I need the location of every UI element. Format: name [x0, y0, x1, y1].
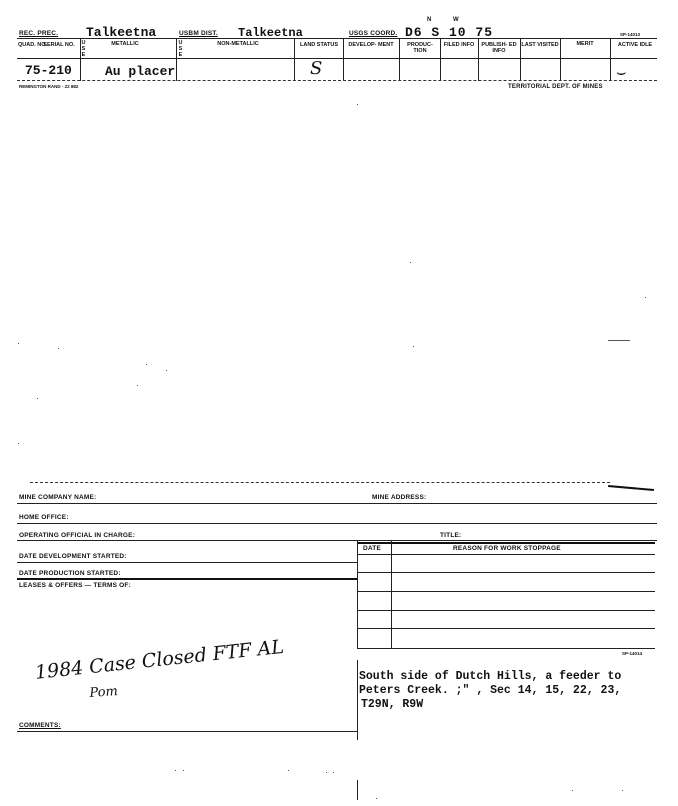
speck — [183, 770, 184, 771]
rule — [357, 591, 655, 592]
title-label: TITLE: — [440, 532, 462, 539]
home-office-label: HOME OFFICE: — [19, 514, 69, 521]
active-idle-mark: ⌣ — [616, 62, 627, 81]
reason-column-label: REASON FOR WORK STOPPAGE — [453, 545, 561, 552]
rule — [357, 610, 655, 611]
header-merit: MERIT — [576, 41, 594, 47]
comments-label: COMMENTS: — [19, 722, 61, 729]
speck — [175, 770, 176, 771]
usgs-coord-value: D6 S 10 75 — [405, 25, 494, 40]
footer-label: TERRITORIAL DEPT. OF MINES — [508, 84, 603, 90]
header-metallic: METALLIC — [111, 41, 139, 47]
speck — [137, 385, 138, 386]
location-line1: South side of Dutch Hills, a feeder to — [359, 670, 622, 683]
rule — [17, 562, 357, 563]
rule — [357, 554, 655, 555]
date-development-label: DATE DEVELOPMENT STARTED: — [19, 553, 127, 560]
rule — [17, 578, 357, 580]
header-published-info: PUBLISH- ED INFO — [481, 42, 517, 54]
metallic-value: Au placer — [105, 64, 176, 79]
rule — [357, 780, 358, 800]
rule — [357, 542, 655, 544]
rec-prec-label: REC. PREC. — [19, 30, 59, 37]
header-land-status: LAND STATUS — [300, 42, 338, 48]
mine-address-label: MINE ADDRESS: — [372, 494, 427, 501]
speck — [645, 297, 646, 298]
leases-label: LEASES & OFFERS — TERMS OF: — [19, 582, 131, 589]
form-number-top: SP-14013 — [620, 32, 641, 37]
speck — [622, 790, 623, 791]
top-card-bottom-rule — [17, 80, 657, 81]
rule — [357, 648, 655, 649]
speck — [608, 340, 630, 341]
header-last-visited: LAST VISITED — [521, 42, 559, 48]
rule — [17, 731, 357, 732]
speck — [326, 772, 327, 773]
speck — [376, 798, 377, 799]
header-quad-no: QUAD. NO. — [18, 42, 48, 48]
rule — [357, 660, 358, 740]
rule — [17, 503, 657, 504]
header-filed-info: FILED INFO — [443, 42, 475, 48]
speck — [288, 770, 289, 771]
rule — [17, 540, 657, 541]
rec-prec-value: Talkeetna — [86, 25, 157, 40]
speck — [18, 343, 19, 344]
speck — [572, 790, 573, 791]
grid-rule — [478, 38, 479, 81]
grid-rule — [520, 38, 521, 81]
handwritten-note-line1: 1984 Case Closed FTF AL — [34, 635, 285, 684]
speck — [146, 364, 147, 365]
grid-rule — [560, 38, 561, 81]
rule — [357, 572, 655, 573]
grid-rule — [610, 38, 611, 81]
grid-rule — [343, 38, 344, 81]
usgs-coord-label: USGS COORD. — [349, 30, 398, 37]
grid-rule — [80, 38, 81, 81]
rule — [357, 628, 655, 629]
handwritten-note-line2: Pom — [89, 684, 119, 701]
form-number-bottom: SP-14014 — [622, 651, 643, 656]
header-active-idle: ACTIVE IDLE — [617, 42, 653, 48]
rule — [17, 523, 657, 524]
header-top-rule — [17, 38, 657, 39]
printer-imprint: REMINGTON RAND - 22 882 — [19, 84, 79, 89]
location-line2: Peters Creek. ;" , Sec 14, 15, 22, 23, — [359, 684, 622, 697]
quad-serial-value: 75-210 — [25, 63, 72, 78]
speck — [333, 772, 334, 773]
speck — [37, 398, 38, 399]
header-non-metallic: NON-METALLIC — [217, 41, 259, 47]
header-use-nonmetallic: U S E — [178, 40, 183, 58]
location-line3: T29N, R9W — [361, 698, 424, 711]
speck — [410, 262, 411, 263]
grid-rule — [399, 38, 400, 81]
speck — [357, 104, 358, 105]
land-status-value: S — [310, 58, 323, 79]
date-production-label: DATE PRODUCTION STARTED: — [19, 570, 121, 577]
header-use-metallic: U S E — [81, 40, 86, 58]
header-development: DEVELOP- MENT — [348, 42, 394, 48]
grid-rule — [176, 38, 177, 81]
usbm-dist-label: USBM DIST. — [179, 30, 218, 37]
header-production: PRODUC- TION — [407, 42, 433, 54]
card-edge — [608, 485, 654, 491]
operating-official-label: OPERATING OFFICIAL IN CHARGE: — [19, 532, 136, 539]
header-bottom-rule — [17, 58, 657, 59]
speck — [58, 348, 59, 349]
rule — [357, 541, 358, 649]
mine-company-name-label: MINE COMPANY NAME: — [19, 494, 97, 501]
usgs-coord-mark: N W — [427, 17, 469, 23]
bottom-card-top-rule — [30, 482, 610, 483]
speck — [166, 370, 167, 371]
speck — [413, 346, 414, 347]
usbm-dist-value: Talkeetna — [238, 26, 303, 40]
header-serial-no: SERIAL NO. — [43, 42, 75, 48]
grid-rule — [440, 38, 441, 81]
rule — [391, 541, 392, 649]
speck — [18, 443, 19, 444]
date-column-label: DATE — [363, 545, 382, 552]
grid-rule — [294, 38, 295, 81]
